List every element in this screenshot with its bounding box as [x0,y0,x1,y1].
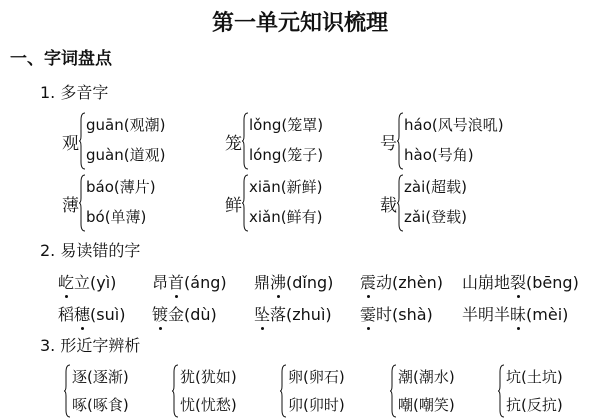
misread-word [152,270,227,293]
word-part: 立(yì) [74,273,117,292]
dotted-char: 震 [360,270,376,293]
similar-word-1: 犹(犹如) [180,368,237,386]
similar-word-1: 坑(土坑) [506,368,563,386]
brace-icon [280,364,286,418]
similar-word-2: 忧(忧愁) [180,396,237,414]
word-part: 山崩地 [462,273,511,292]
reading-2: lóng(笼子) [249,146,324,164]
misread-word [58,270,116,293]
dotted-char: 穗 [74,302,90,325]
dotted-char: 坠 [254,302,270,325]
reading-2: guàn(道观) [86,146,166,164]
reading-2: xiǎn(鲜有) [249,208,323,226]
brace-icon [79,174,85,232]
dotted-char: 裂 [510,270,526,293]
reading-1: xiān(新鲜) [249,178,323,196]
polyphone-char: 观 [62,134,79,154]
brace-icon [498,364,504,418]
word-part: 时(shà) [376,305,433,324]
subheading-polyphones: 1. 多音字 [40,83,109,102]
polyphone-char: 薄 [62,196,79,216]
misread-word [152,302,217,325]
subheading-misread: 2. 易读错的字 [40,241,141,260]
similar-word-2: 卯(卯时) [288,396,345,414]
misread-word [254,270,333,293]
brace-icon [64,364,70,418]
similar-word-2: 啄(啄食) [72,396,129,414]
dotted-char: 屹 [58,270,74,293]
misread-word [360,302,433,325]
page-title: 第一单元知识梳理 [211,11,388,36]
polyphone-char: 载 [380,196,397,216]
word-part: (mèi) [526,305,569,324]
dotted-char: 沸 [270,270,286,293]
polyphone-char: 号 [380,134,397,154]
word-part: (suì) [90,305,126,324]
word-part: 半明半 [462,305,511,324]
reading-1: báo(薄片) [86,178,156,196]
similar-word-1: 逐(逐渐) [72,368,129,386]
word-part: 落(zhuì) [270,305,332,324]
brace-icon [242,112,248,170]
reading-1: lǒng(笼罩) [249,116,324,134]
reading-1: háo(风号浪吼) [404,116,504,134]
dotted-char: 首 [168,270,184,293]
word-part: 金(dù) [168,305,217,324]
similar-word-1: 卵(卵石) [288,368,345,386]
word-part: (áng) [184,273,227,292]
similar-word-2: 抗(反抗) [506,396,563,414]
brace-icon [390,364,396,418]
similar-word-2: 嘲(嘲笑) [398,396,455,414]
reading-1: guān(观潮) [86,116,166,134]
subheading-similar: 3. 形近字辨析 [40,336,141,355]
reading-2: bó(单薄) [86,208,147,226]
brace-icon [242,174,248,232]
word-part: 昂 [152,273,169,292]
word-part: 稻 [58,305,75,324]
word-part: (dǐng) [286,273,334,292]
dotted-char: 镀 [152,302,168,325]
word-part: (bēng) [526,273,579,292]
polyphone-char: 笼 [225,134,242,154]
reading-2: zǎi(登载) [404,208,467,226]
brace-icon [397,174,403,232]
similar-word-1: 潮(潮水) [398,368,455,386]
misread-word [254,302,332,325]
misread-word [360,270,443,293]
reading-2: hào(号角) [404,146,474,164]
polyphone-char: 鲜 [225,196,242,216]
brace-icon [397,112,403,170]
dotted-char: 昧 [510,302,526,325]
reading-1: zài(超载) [404,178,467,196]
brace-icon [172,364,178,418]
misread-word [462,270,579,293]
section-heading: 一、字词盘点 [10,49,112,69]
brace-icon [79,112,85,170]
misread-word [58,302,125,325]
misread-word [462,302,568,325]
word-part: 鼎 [254,273,271,292]
dotted-char: 霎 [360,302,376,325]
word-part: 动(zhèn) [376,273,444,292]
